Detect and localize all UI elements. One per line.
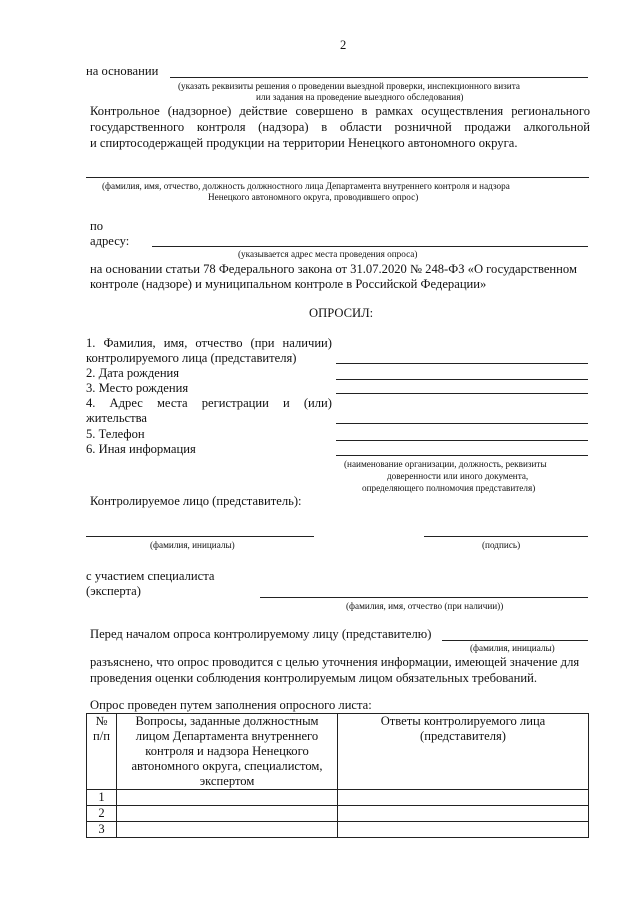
answer-cell[interactable] [338, 822, 589, 838]
answer-cell[interactable] [338, 790, 589, 806]
survey-intro: Опрос проведен путем заполнения опросного листа: [90, 698, 372, 712]
pre-survey-text: Перед началом опроса контролируемому лицу (представителю) [90, 627, 432, 641]
action-text-line3: и спиртосодержащей продукции на территории Ненецкого автономного округа. [90, 136, 518, 150]
legal-basis-line1: на основании статьи 78 Федерального закона от 31.07.2020 № 248-ФЗ «О государственном [90, 262, 577, 276]
answer-cell[interactable] [338, 806, 589, 822]
field-6-hint-line1: (наименование организации, должность, реквизиты [344, 459, 547, 469]
field-6-label: 6. Иная информация [86, 442, 196, 456]
table-row [87, 806, 589, 822]
controlled-person-signature-hint: (подпись) [482, 540, 521, 550]
field-6-line[interactable] [336, 455, 588, 456]
col-number-header-line1: № [95, 714, 108, 728]
specialist-label-line2: (эксперта) [86, 584, 141, 598]
address-label-line1: по [90, 219, 104, 233]
controlled-person-label: Контролируемое лицо (представитель): [90, 494, 302, 508]
address-hint: (указывается адрес места проведения опроса) [238, 249, 418, 259]
controlled-person-name-hint: (фамилия, инициалы) [150, 540, 235, 550]
field-4-line[interactable] [336, 423, 588, 424]
field-3-line[interactable] [336, 393, 588, 394]
field-6-hint-line3: определяющего полномочия представителя) [362, 483, 536, 493]
table-row [87, 822, 589, 838]
specialist-hint: (фамилия, имя, отчество (при наличии)) [346, 601, 504, 611]
col-questions-header: Вопросы, заданные должностным лицом Департамента внутреннего контроля и надзора Ненецкого автономного округа, специалистом, экспертом [117, 714, 338, 790]
col-answers-header: Ответы контролируемого лица (представителя) [338, 714, 589, 790]
controlled-person-signature-line[interactable] [424, 536, 588, 537]
survey-table [86, 713, 589, 838]
table-header-row [87, 714, 589, 790]
section-heading: ОПРОСИЛ: [309, 306, 374, 320]
field-5-line[interactable] [336, 440, 588, 441]
address-field-line[interactable] [152, 246, 588, 247]
page-number: 2 [340, 38, 347, 52]
question-cell[interactable] [117, 822, 338, 838]
field-5-label: 5. Телефон [86, 427, 145, 441]
controlled-person-name-line[interactable] [86, 536, 314, 537]
row-number: 2 [87, 806, 117, 822]
row-number: 1 [87, 790, 117, 806]
field-4-label-line2: жительства [86, 411, 148, 425]
action-text-line1: Контрольное (надзорное) действие совершено в рамках осуществления регионального [90, 104, 590, 118]
address-label-line2: адресу: [90, 234, 130, 248]
field-1-label-line1: 1. Фамилия, имя, отчество (при наличии) [86, 336, 332, 350]
specialist-field-line[interactable] [260, 597, 588, 598]
field-3-label: 3. Место рождения [86, 381, 189, 395]
question-cell[interactable] [117, 790, 338, 806]
pre-survey-explained-line1: разъяснено, что опрос проводится с целью уточнения информации, имеющей значение для [90, 655, 580, 669]
field-2-label: 2. Дата рождения [86, 366, 180, 380]
table-row [87, 790, 589, 806]
pre-survey-explained-line2: проведения оценки соблюдения контролируемым лицом обязательных требований. [90, 671, 538, 685]
basis-hint-line1: (указать реквизиты решения о проведении выездной проверки, инспекционного визита [178, 81, 520, 91]
official-hint-line1: (фамилия, имя, отчество, должность должностного лица Департамента внутреннего контроля и надзора [102, 181, 510, 191]
field-1-label-line2: контролируемого лица (представителя) [86, 351, 297, 365]
basis-field-line[interactable] [170, 77, 588, 78]
field-4-label-line1: 4. Адрес места регистрации и (или) [86, 396, 332, 410]
basis-label: на основании [86, 64, 159, 78]
pre-survey-hint: (фамилия, инициалы) [470, 643, 555, 653]
legal-basis-line2: контроле (надзоре) и муниципальном контроле в Российской Федерации» [90, 277, 487, 291]
official-hint-line2: Ненецкого автономного округа, проводившего опрос) [208, 192, 419, 202]
row-number: 3 [87, 822, 117, 838]
col-number-header-line2: п/п [93, 729, 110, 743]
field-2-line[interactable] [336, 379, 588, 380]
field-6-hint-line2: доверенности или иного документа, [387, 471, 529, 481]
question-cell[interactable] [117, 806, 338, 822]
basis-hint-line2: или задания на проведение выездного обследования) [256, 92, 464, 102]
action-text-line2: государственного контроля (надзора) в области розничной продажи алкогольной [90, 120, 590, 134]
pre-survey-field-line[interactable] [442, 640, 588, 641]
official-field-line[interactable] [86, 177, 589, 178]
col-number-header [87, 714, 117, 790]
specialist-label-line1: с участием специалиста [86, 569, 215, 583]
field-1-line[interactable] [336, 363, 588, 364]
